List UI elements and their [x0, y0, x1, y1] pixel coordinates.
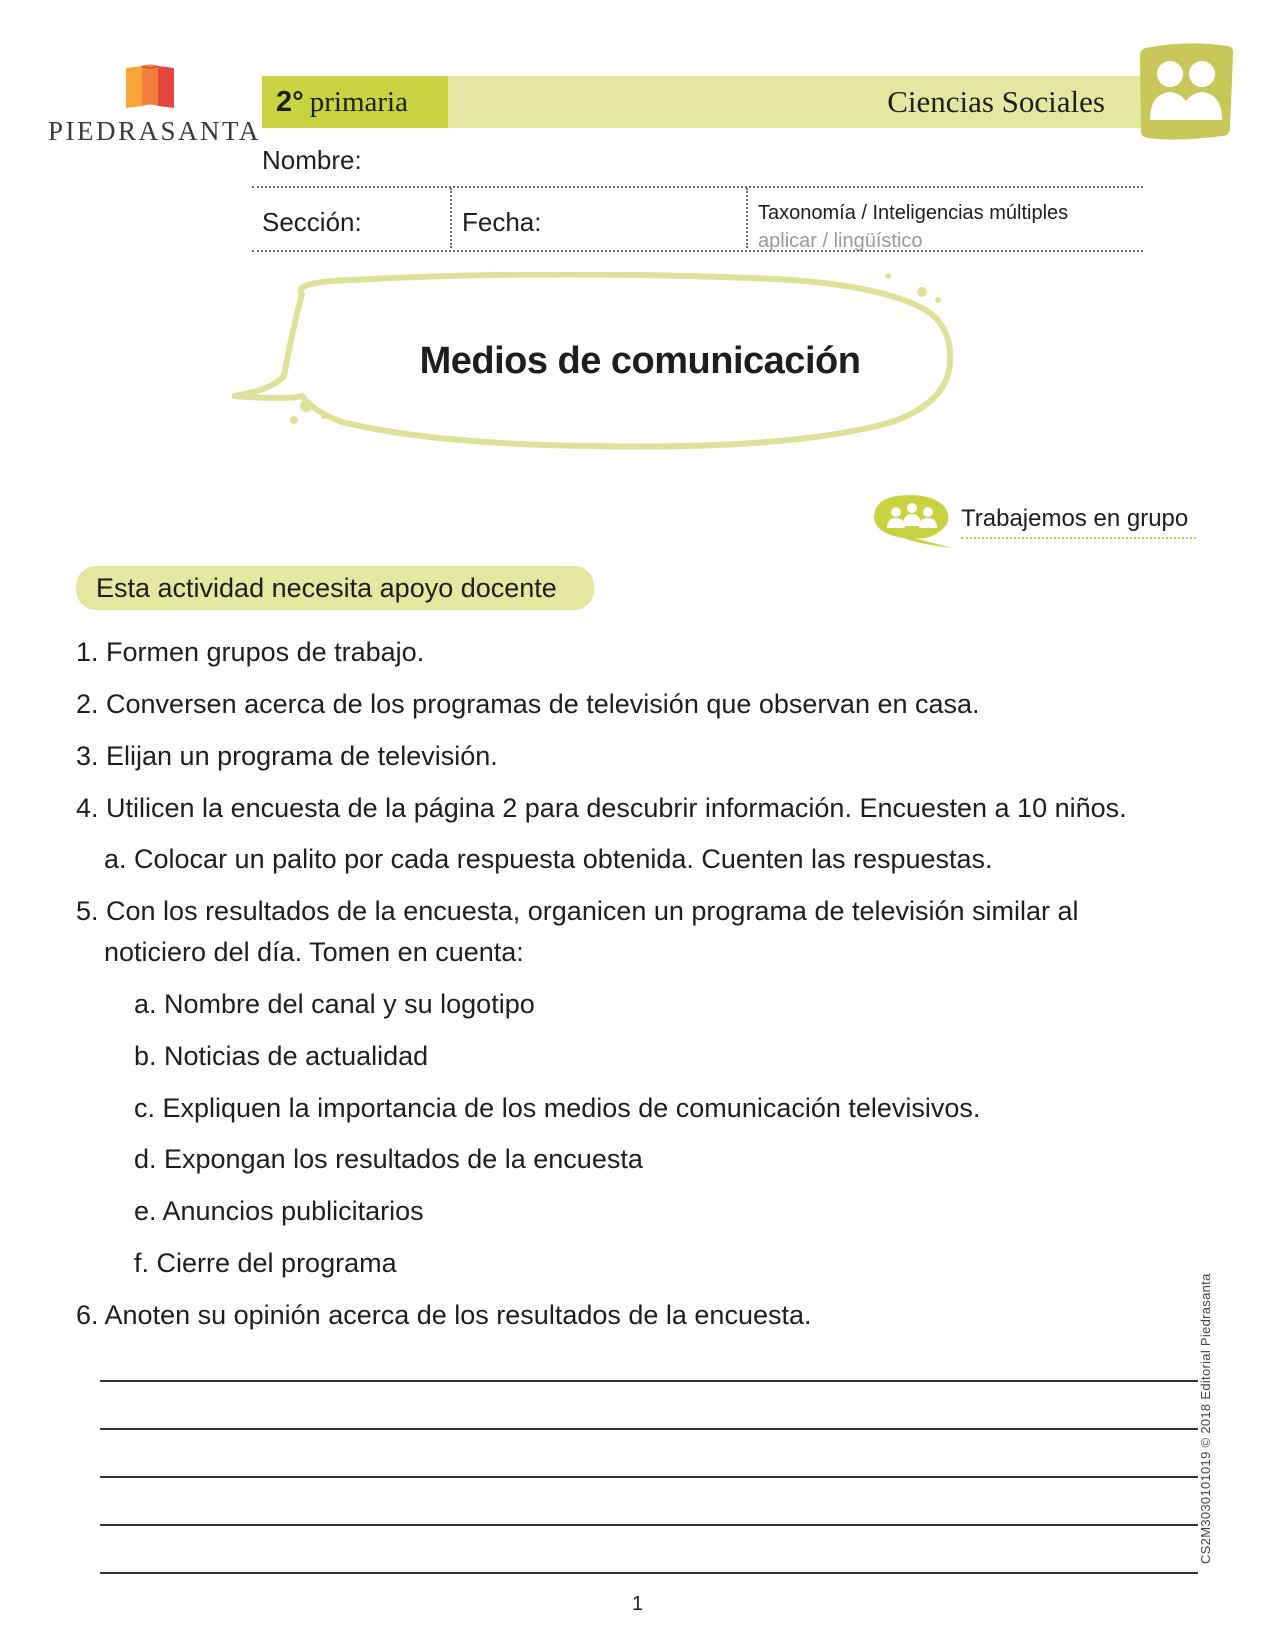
date-field-label: Fecha:: [462, 207, 542, 237]
instruction-item: 3. Elijan un programa de televisión.: [76, 741, 498, 771]
instruction-subitem: b. Noticias de actualidad: [134, 1041, 429, 1071]
instruction-item: 2. Conversen acerca de los programas de televisión que observan en casa.: [76, 689, 980, 719]
answer-line[interactable]: [100, 1476, 1198, 1478]
answer-line[interactable]: [100, 1572, 1198, 1574]
grade-box: [262, 76, 448, 128]
group-work-label: Trabajemos en grupo: [961, 505, 1196, 539]
answer-line[interactable]: [100, 1428, 1198, 1430]
instruction-item: 5. Con los resultados de la encuesta, organicen un programa de televisión similar al: [76, 896, 1079, 926]
copyright-code: CS2M3030101019 © 2018 Editorial Piedrasanta: [1198, 1273, 1213, 1564]
group-work-icon: [870, 492, 956, 548]
subject-title: Ciencias Sociales: [887, 84, 1105, 119]
section-field-label: Sección:: [262, 207, 362, 237]
taxonomy-title: Taxonomía / Inteligencias múltiples: [758, 202, 1069, 224]
instruction-subitem: f. Cierre del programa: [134, 1248, 397, 1278]
instruction-item: 1. Formen grupos de trabajo.: [76, 637, 425, 667]
instruction-subitem: e. Anuncios publicitarios: [134, 1196, 424, 1226]
publisher-logo: [48, 62, 261, 152]
people-group-icon: [1138, 42, 1234, 142]
name-field-label: Nombre:: [262, 145, 362, 175]
instruction-item: 6. Anoten su opinión acerca de los resultados de la encuesta.: [76, 1300, 812, 1330]
instruction-subitem: d. Expongan los resultados de la encuesta: [134, 1144, 643, 1174]
divider: [252, 186, 1143, 188]
grade-number: 2°: [276, 85, 304, 118]
book-logo-icon: [124, 62, 176, 110]
publisher-name: PIEDRASANTA: [48, 116, 261, 146]
answer-line[interactable]: [100, 1524, 1198, 1526]
divider: [746, 188, 748, 248]
page-title: Medios de comunicación: [419, 340, 861, 382]
divider: [450, 188, 452, 248]
page-number: 1: [631, 1593, 644, 1615]
instruction-subitem: a. Colocar un palito por cada respuesta obtenida. Cuenten las respuestas.: [104, 844, 993, 874]
taxonomy-value: aplicar / lingüístico: [758, 230, 923, 252]
instruction-subitem: a. Nombre del canal y su logotipo: [134, 989, 535, 1019]
grade-label: primaria: [309, 85, 408, 118]
teacher-support-badge: Esta actividad necesita apoyo docente: [76, 566, 594, 610]
instruction-subitem: c. Expliquen la importancia de los medios de comunicación televisivos.: [134, 1093, 981, 1123]
instruction-item-continuation: noticiero del día. Tomen en cuenta:: [104, 937, 524, 967]
instruction-item: 4. Utilicen la encuesta de la página 2 para descubrir información. Encuesten a 10 niños.: [76, 793, 1127, 823]
divider: [252, 250, 1143, 252]
answer-line[interactable]: [100, 1380, 1198, 1382]
